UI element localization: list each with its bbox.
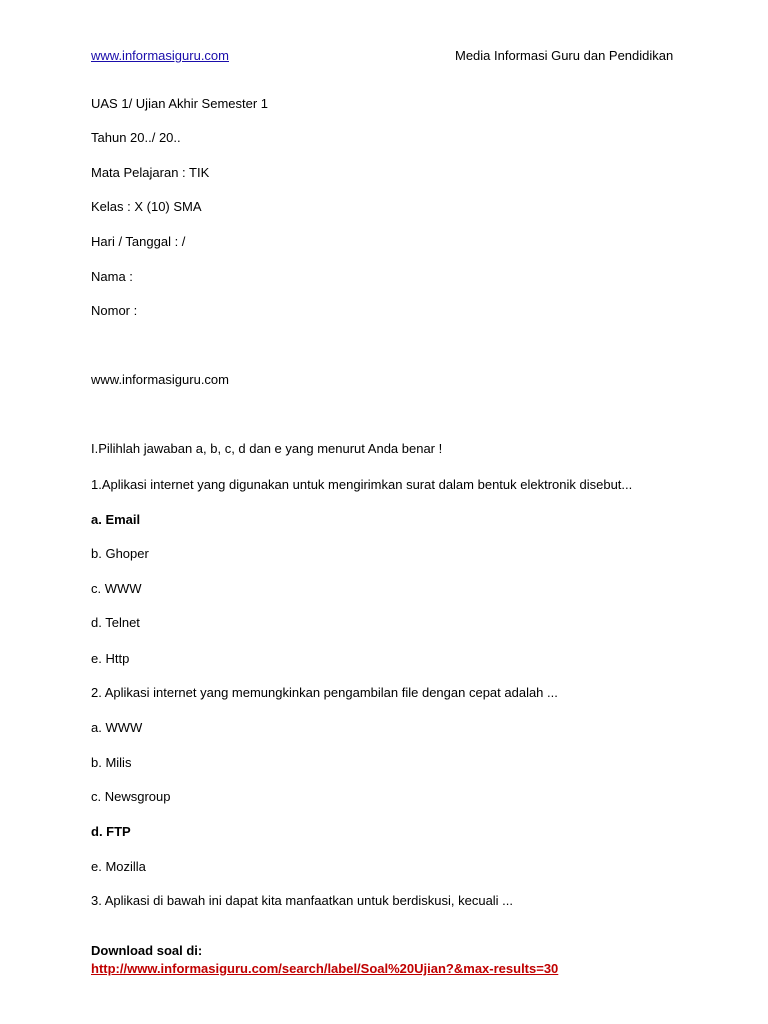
- q2-option-a: a. WWW: [91, 720, 143, 735]
- q2-option-c: c. Newsgroup: [91, 789, 171, 804]
- question-2: 2. Aplikasi internet yang memungkinkan pengambilan file dengan cepat adalah ...: [91, 685, 558, 700]
- q1-option-e: e. Http: [91, 651, 130, 666]
- exam-title: UAS 1/ Ujian Akhir Semester 1: [91, 96, 269, 111]
- q2-option-e: e. Mozilla: [91, 859, 146, 874]
- exam-class: Kelas : X (10) SMA: [91, 199, 202, 214]
- q1-option-c: c. WWW: [91, 581, 142, 596]
- q2-option-b: b. Milis: [91, 755, 132, 770]
- exam-date: Hari / Tanggal : /: [91, 234, 186, 249]
- q1-option-b: b. Ghoper: [91, 546, 149, 561]
- exam-subject: Mata Pelajaran : TIK: [91, 165, 210, 180]
- q1-option-d: d. Telnet: [91, 615, 140, 630]
- footer-download-link[interactable]: http://www.informasiguru.com/search/label/Soal%20Ujian?&max-results=30: [91, 961, 559, 976]
- question-1: 1.Aplikasi internet yang digunakan untuk mengirimkan surat dalam bentuk elektronik disebut...: [91, 477, 633, 492]
- header-site-link[interactable]: www.informasiguru.com: [91, 48, 229, 63]
- footer-label: Download soal di:: [91, 943, 203, 958]
- student-number: Nomor :: [91, 303, 138, 318]
- student-name: Nama :: [91, 269, 133, 284]
- site-text: www.informasiguru.com: [91, 372, 229, 387]
- q1-option-a: a. Email: [91, 512, 141, 527]
- question-3: 3. Aplikasi di bawah ini dapat kita manfaatkan untuk berdiskusi, kecuali ...: [91, 893, 514, 908]
- instruction: I.Pilihlah jawaban a, b, c, d dan e yang menurut Anda benar !: [91, 441, 443, 456]
- q2-option-d: d. FTP: [91, 824, 131, 839]
- exam-year: Tahun 20../ 20..: [91, 130, 181, 145]
- header-tagline: Media Informasi Guru dan Pendidikan: [455, 48, 674, 63]
